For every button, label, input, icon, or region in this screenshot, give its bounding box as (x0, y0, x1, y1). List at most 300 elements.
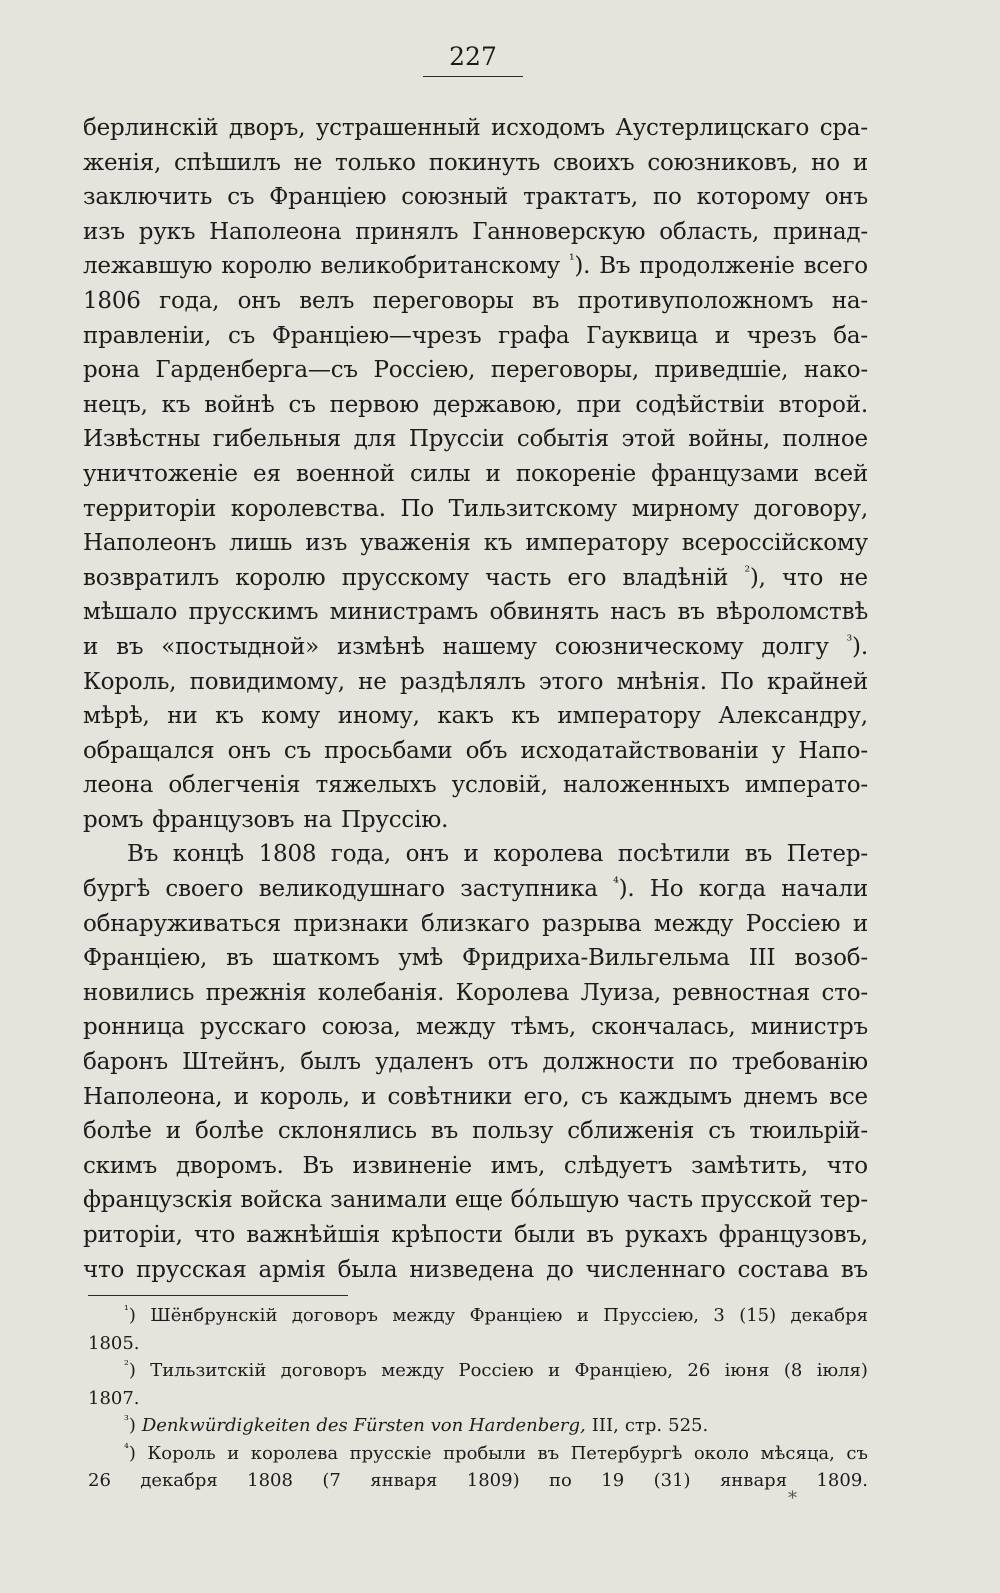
text-line (83, 1253, 868, 1288)
word: которому (696, 184, 810, 211)
word: женія, (83, 149, 162, 176)
word: чрезъ (746, 322, 817, 349)
text-line (83, 215, 868, 250)
word: до (546, 1256, 574, 1283)
text-line (83, 907, 868, 942)
footnote-word: января (370, 1470, 438, 1491)
word: численнаго (585, 1256, 726, 1283)
footnote-word: 1809) (466, 1470, 520, 1491)
word: облегченія (168, 772, 301, 799)
word: что (826, 1152, 868, 1179)
footnote-word: пробыли (443, 1442, 527, 1464)
footnote-word: Франціею, (574, 1360, 674, 1381)
word: изъ (305, 530, 348, 557)
footnote-word: Петербургѣ (570, 1442, 683, 1464)
word: въ (226, 945, 254, 972)
word: его (567, 564, 607, 591)
word: всей (814, 460, 868, 487)
text-line (83, 492, 868, 527)
word: державою, (432, 391, 563, 418)
text-line (83, 249, 868, 284)
word: все (829, 1083, 868, 1110)
text-line (83, 422, 868, 457)
footnote-word: (8 (783, 1360, 803, 1381)
footnote-word: 19 (601, 1470, 625, 1491)
word: года, (159, 287, 220, 314)
word: Ганноверскую (472, 218, 646, 245)
text-line (83, 734, 868, 769)
word: военной (295, 460, 395, 487)
word: условій, (451, 772, 548, 799)
word: и (852, 149, 868, 176)
word: года, (330, 841, 392, 868)
word: $^{^2}$), (744, 563, 766, 591)
word: по (688, 1049, 718, 1076)
word: уваженія (360, 530, 471, 557)
word: не (358, 668, 387, 695)
text-line (83, 111, 868, 146)
word: переговоры, (490, 357, 639, 384)
word: нецъ, (83, 391, 148, 418)
word: рукахъ (624, 1222, 708, 1248)
word: этой (621, 426, 676, 453)
word: Наполеона, (83, 1083, 223, 1110)
word: къ (483, 530, 513, 557)
word: уничтоженіе (83, 460, 238, 487)
word: мнѣнія. (616, 668, 707, 695)
word: французскія (83, 1187, 233, 1214)
word: покинуть (428, 149, 541, 176)
word: Въ (127, 841, 159, 868)
word: только (335, 149, 416, 176)
word: важнѣйшія (246, 1222, 381, 1248)
word: договору, (753, 495, 868, 522)
footnote-word: Король (147, 1442, 216, 1464)
word: онъ (227, 737, 271, 764)
word: Франціею, (83, 945, 208, 972)
word: союзническому (554, 633, 744, 660)
word: и (463, 841, 479, 868)
word: королю (235, 564, 326, 591)
word: но (811, 149, 840, 176)
footnote-word: III, (591, 1415, 619, 1436)
word: Луиза, (580, 979, 662, 1006)
word: риторіи, (83, 1222, 183, 1248)
word: замѣтить, (691, 1152, 808, 1179)
signature-mark: * (788, 1488, 797, 1509)
footnote-word: іюня (724, 1360, 770, 1381)
word: приведшіе, (654, 357, 789, 384)
word: французовъ (152, 806, 295, 833)
word: удаленъ (375, 1049, 474, 1076)
word: Александру, (718, 703, 868, 730)
word: исходомъ (491, 115, 605, 141)
footnote-word: стр. (624, 1415, 663, 1436)
word: посѣтили (617, 841, 731, 868)
word: сра- (819, 115, 868, 141)
word: новились (83, 979, 195, 1006)
word: баронъ (83, 1049, 168, 1076)
text-line (83, 284, 868, 319)
word: при (576, 391, 622, 418)
footnote-word: (7 (322, 1470, 341, 1491)
word: Гарденберга—съ (155, 357, 358, 384)
word: Фридриха-Вильгельма (462, 945, 730, 972)
footnote-word: прусскіе (349, 1442, 432, 1464)
text-line (83, 146, 868, 181)
word: его, (523, 1083, 570, 1110)
footnote-word: 1809. (816, 1470, 868, 1491)
word: умѣ (398, 945, 444, 972)
word: и (852, 910, 868, 937)
text-line (83, 319, 868, 354)
word: королю (221, 253, 312, 280)
word: на- (831, 287, 868, 314)
text-line (83, 1149, 868, 1184)
word: императо- (744, 772, 868, 799)
word: сближенія (567, 1118, 695, 1145)
word: съ (283, 737, 312, 764)
footnote-word: и (227, 1442, 240, 1464)
word: и (165, 1118, 181, 1145)
word: что (193, 1222, 236, 1248)
word: По (400, 495, 434, 522)
text-line (83, 872, 868, 907)
word: графа (498, 322, 570, 349)
word: силы (409, 460, 471, 487)
footnote-word: 26 (687, 1360, 711, 1381)
text-line (83, 803, 868, 838)
word: близкаго (420, 910, 530, 937)
word: королева (493, 841, 604, 868)
word: извиненіе (352, 1152, 472, 1179)
text-line (83, 768, 868, 803)
word: часть (485, 564, 552, 591)
footnote-word: января (719, 1470, 788, 1491)
word: низведена (409, 1256, 535, 1283)
text-line (83, 837, 868, 872)
word: нашему (442, 633, 537, 660)
word: въ (116, 633, 144, 660)
word: скимъ (83, 1152, 158, 1179)
footnote-word: королева (250, 1442, 339, 1464)
word: иному, (337, 703, 420, 730)
footnote-line (88, 1467, 868, 1495)
word: ромъ (83, 806, 144, 833)
word: и (233, 1083, 249, 1110)
word: крѣпости (391, 1222, 503, 1248)
text-line (83, 526, 868, 561)
word: этого (538, 668, 604, 695)
footnote-word: Шёнбрунскій (150, 1305, 278, 1326)
text-line (83, 1080, 868, 1115)
word: обнаруживаться (83, 910, 281, 937)
word: нако- (803, 357, 868, 384)
word: тяжелыхъ (315, 772, 437, 799)
word: съ (227, 184, 255, 211)
word: прусская (136, 1256, 247, 1283)
word: Наполеона (209, 218, 342, 245)
word: что (782, 564, 824, 591)
word: королевства. (230, 495, 386, 522)
text-line (83, 1114, 868, 1149)
word: Франціею (269, 184, 387, 211)
word: требованію (731, 1049, 868, 1076)
word: не (839, 564, 868, 591)
word: Пруссію. (341, 806, 449, 833)
word: часть (626, 1187, 693, 1214)
footnote-word: іюля) (816, 1360, 868, 1381)
word: въ (586, 1222, 614, 1248)
word: не (293, 149, 323, 176)
word: министрамъ (329, 599, 479, 626)
word: Королева (455, 979, 570, 1006)
word: Король, (83, 668, 177, 695)
word: III (748, 945, 776, 972)
word: должности (542, 1049, 675, 1076)
text-line (83, 630, 868, 665)
word: гибельныя (212, 426, 341, 453)
word: король, (259, 1083, 350, 1110)
word: колебанія. (317, 979, 445, 1006)
word: изъ (83, 218, 125, 245)
footnotes (88, 1302, 868, 1495)
word: войнѣ (204, 391, 275, 418)
word: днемъ (743, 1083, 818, 1110)
text-line (83, 1218, 868, 1253)
word: скончалась, (591, 1014, 736, 1041)
word: французовъ, (718, 1222, 868, 1248)
footnote-word: $^{^1}$) (124, 1303, 136, 1326)
word: ба- (833, 322, 868, 349)
word: онъ (824, 184, 868, 211)
word: начали (781, 876, 868, 903)
word: всероссійскому (681, 530, 868, 557)
word: содѣйствіи (635, 391, 765, 418)
word: Пруссіи (408, 426, 505, 453)
word: измѣнѣ (336, 633, 425, 660)
word: пользу (472, 1118, 554, 1145)
footnote-word: Denkwürdigkeiten des Fürsten von Hardenberg, (141, 1415, 586, 1436)
footnote-word: декабря (790, 1305, 868, 1326)
word: Штейнъ, (182, 1049, 286, 1076)
text-line (83, 1010, 868, 1045)
text-line (83, 1183, 868, 1218)
word: слѣдуетъ (563, 1152, 673, 1179)
word: $^{^1}$). (568, 252, 591, 280)
word: прусской (700, 1187, 813, 1214)
word: трактатъ, (523, 184, 638, 211)
footnote-word: и (548, 1360, 561, 1381)
word: правленіи, (83, 322, 212, 349)
word: и (361, 1083, 377, 1110)
word: владѣній (622, 564, 729, 591)
footnote-word: Франціею (469, 1305, 563, 1326)
word: берлинскій (83, 115, 219, 141)
word: велъ (299, 287, 355, 314)
word: Франціею—чрезъ (271, 322, 482, 349)
footnote-word: декабря (140, 1470, 218, 1491)
footnote-word: по (549, 1470, 572, 1491)
word: принялъ (355, 218, 459, 245)
word: возвратилъ (83, 564, 220, 591)
text-line (83, 976, 868, 1011)
word: разрыва (542, 910, 642, 937)
word: въ (744, 841, 773, 868)
word: съ (708, 1118, 736, 1145)
word: лежавшую (83, 253, 213, 280)
footnote-word: Пруссіею, (603, 1305, 699, 1326)
word: къ (161, 391, 191, 418)
word: рона (83, 357, 140, 384)
word: событія (516, 426, 609, 453)
word: леона (83, 772, 154, 799)
word: занимали (330, 1187, 447, 1214)
page-number-rule (423, 76, 523, 77)
word: дворомъ. (175, 1152, 284, 1179)
footnote-word: (31) (653, 1470, 691, 1491)
word: совѣтники (387, 1083, 513, 1110)
word: къ (511, 703, 540, 730)
text-line (83, 353, 868, 388)
word: отъ (487, 1049, 529, 1076)
word: войска (240, 1187, 323, 1214)
word: $^{^3}$). (846, 632, 868, 660)
word: кому (261, 703, 321, 730)
word: тер- (819, 1187, 868, 1214)
word: шаткомъ (272, 945, 380, 972)
word: что (83, 1256, 125, 1283)
word: русскаго (199, 1014, 307, 1041)
word: бургѣ (83, 876, 151, 903)
word: насъ (610, 599, 667, 626)
word: Аустерлицскаго (615, 115, 810, 141)
footnote-line (88, 1412, 868, 1440)
page-number: 227 (449, 42, 497, 71)
word: объ (465, 737, 508, 764)
word: прусскому (341, 564, 469, 591)
word: съ (288, 391, 316, 418)
word: имъ, (490, 1152, 546, 1179)
footnote-word: Россіею (458, 1360, 534, 1381)
word: для (353, 426, 397, 453)
word: рукъ (138, 218, 196, 245)
word: ея (253, 460, 281, 487)
word: мѣшало (83, 599, 178, 626)
word: территоріи (83, 495, 217, 522)
word: дворъ, (228, 115, 306, 141)
word: повидимому, (189, 668, 345, 695)
word: министръ (750, 1014, 868, 1041)
word: въ (532, 287, 560, 314)
word: ни (167, 703, 198, 730)
word: когда (698, 876, 766, 903)
word: возоб- (794, 945, 868, 972)
word: и (714, 322, 730, 349)
word: первою (329, 391, 419, 418)
word: лишь (229, 530, 293, 557)
word: концѣ (172, 841, 244, 868)
footnote-word: (15) (739, 1305, 777, 1326)
footnote-word: 3 (713, 1305, 725, 1326)
word: и (485, 460, 501, 487)
footnote-word: около (693, 1442, 750, 1464)
word: раздѣлялъ (400, 668, 526, 695)
word: какъ (437, 703, 494, 730)
footnote-line (88, 1357, 868, 1385)
word: союзный (401, 184, 509, 211)
word: принад- (773, 218, 868, 245)
word: императору (557, 703, 701, 730)
word: съ (228, 322, 256, 349)
footnote-word: договоръ (280, 1360, 367, 1381)
word: исходатайствованіи (520, 737, 759, 764)
word: была (337, 1256, 398, 1283)
word: переговоры (372, 287, 514, 314)
word: въ (840, 1256, 868, 1283)
word: прежнія (205, 979, 307, 1006)
word: состава (737, 1256, 829, 1283)
word: французами (651, 460, 799, 487)
footnote-line (88, 1440, 868, 1468)
word: съ (580, 1083, 608, 1110)
footnote-line (88, 1385, 868, 1413)
word: Гауквица (586, 322, 699, 349)
word: къ (215, 703, 244, 730)
footnote-word: 525. (668, 1415, 709, 1436)
text-line (83, 388, 868, 423)
word: былъ (300, 1049, 361, 1076)
word: болѣе (195, 1118, 264, 1145)
word: сто- (821, 979, 868, 1006)
word: Россіею (745, 910, 841, 937)
word: 1808 (258, 841, 317, 868)
word: второй. (778, 391, 868, 418)
word: императору (525, 530, 669, 557)
word: между (653, 910, 734, 937)
word: и (83, 633, 99, 660)
word: область, (659, 218, 760, 245)
footnote-word: $^{^3}$) (124, 1413, 136, 1436)
word: обращался (83, 737, 215, 764)
footnote-word: $^{^2}$) (124, 1358, 136, 1381)
word: болѣе (83, 1118, 152, 1145)
word: спѣшилъ (174, 149, 281, 176)
text-line (83, 699, 868, 734)
footnote-word: между (392, 1305, 456, 1326)
word: склонялись (277, 1118, 417, 1145)
word: Наполеонъ (83, 530, 217, 557)
word: вѣроломствѣ (716, 599, 868, 626)
word: еще (454, 1187, 503, 1214)
footnote-word: 1805. (88, 1332, 140, 1354)
word: каждымъ (619, 1083, 732, 1110)
word: союзниковъ, (647, 149, 799, 176)
footnote-word: Тильзитскій (150, 1360, 267, 1381)
word: 1806 (83, 287, 141, 314)
word: По (720, 668, 754, 695)
word: просьбами (324, 737, 453, 764)
word: заступника (460, 876, 598, 903)
text-line (83, 941, 868, 976)
text-line (83, 1045, 868, 1080)
word: между (415, 1014, 496, 1041)
word: Въ (599, 253, 631, 280)
word: Россіею, (373, 357, 476, 384)
footnote-word: мѣсяца, (760, 1442, 835, 1464)
word: по (652, 184, 682, 211)
word: мирному (631, 495, 739, 522)
